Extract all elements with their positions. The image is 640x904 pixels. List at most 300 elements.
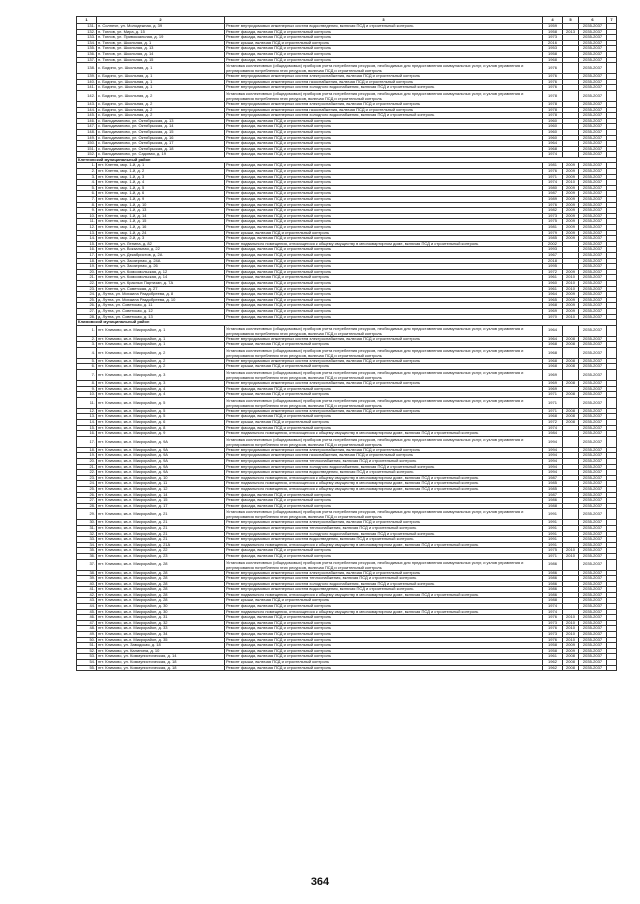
row-number: 6. (77, 364, 97, 370)
row-number: 133. (77, 35, 97, 41)
year-cell: 1991 (543, 542, 563, 548)
work-type-cell: Ремонт внутридомовых инженерных систем электроснабжения, включая ПСД и строительный контроль (225, 408, 543, 414)
year-cell: 1962 (543, 660, 563, 666)
year-cell: 1974 (543, 152, 563, 158)
work-type-cell: Ремонт фасада, включая ПСД и строительный контроль (225, 626, 543, 632)
address-cell: пгт. Климово, кв-л. Микрорайон, д. 21 (97, 509, 225, 520)
period-cell: 2035-2037 (579, 643, 607, 649)
row-number: 146. (77, 118, 97, 124)
row-number: 33. (77, 537, 97, 543)
work-type-cell: Ремонт внутридомовых инженерных систем электроснабжения, включая ПСД и строительный контроль (225, 570, 543, 576)
row-number: 6. (77, 191, 97, 197)
year-repair-cell: 2009 (563, 303, 579, 309)
work-type-cell: Ремонт фасада, включая ПСД и строительный контроль (225, 202, 543, 208)
work-type-cell: Ремонт фасада, включая ПСД и строительный контроль (225, 643, 543, 649)
year-cell: 1995 (543, 264, 563, 270)
year-cell: 1994 (543, 464, 563, 470)
empty-cell (607, 347, 617, 358)
period-cell: 2035-2037 (579, 275, 607, 281)
period-cell: 2035-2037 (579, 225, 607, 231)
table-body (77, 17, 617, 671)
period-cell: 2035-2037 (579, 269, 607, 275)
address-cell: п. Тяглов, ул. Привокзальная, д. 19 (97, 35, 225, 41)
document-page (76, 16, 616, 671)
year-repair-cell: 2010 (563, 180, 579, 186)
work-type-cell: Ремонт фасада, включая ПСД и строительный контроль (225, 252, 543, 258)
row-number: 31. (77, 525, 97, 531)
work-type-cell: Ремонт внутридомовых инженерных систем водоотведения, включая ПСД и строительный контроль (225, 24, 543, 30)
row-number: 21. (77, 275, 97, 281)
table-row (77, 436, 617, 447)
year-cell: 1979 (543, 230, 563, 236)
year-cell: 1971 (543, 397, 563, 408)
work-type-cell: Ремонт фасада, включая ПСД и строительный контроль (225, 163, 543, 169)
work-type-cell: Ремонт подвального помещения, относящегося к общему имуществу в многоквартирном доме, включая ПСД и строительный контроль (225, 609, 543, 615)
table-row (77, 347, 617, 358)
period-cell: 2035-2037 (579, 525, 607, 531)
row-number: 143. (77, 101, 97, 107)
year-repair-cell (563, 397, 579, 408)
work-type-cell: Установка коллективных (общедомовых) приборов учета потребления ресурсов, необходимых для предоставления коммунальных услуг, и узлов управления и регулирования потребления этих ресурсов, включая ПСД и строительный контроль (225, 325, 543, 336)
work-type-cell: Ремонт фасада, включая ПСД и строительный контроль (225, 386, 543, 392)
year-cell: 1986 (543, 559, 563, 570)
address-cell: с. Вальдиманово, ул. Октябрьская, д. 17 (97, 141, 225, 147)
address-cell: пгт. Климово, кв-л. Микрорайон, д. 33 (97, 626, 225, 632)
year-cell: 2002 (543, 241, 563, 247)
work-type-cell: Ремонт фасада, включая ПСД и строительный контроль (225, 174, 543, 180)
year-cell: 1973 (543, 213, 563, 219)
year-repair-cell: 2010 (563, 632, 579, 638)
empty-cell (607, 559, 617, 570)
year-repair-cell (563, 90, 579, 101)
work-type-cell: Ремонт внутридомовых инженерных систем теплоснабжения, включая ПСД и строительный контроль (225, 525, 543, 531)
year-cell: 1978 (543, 101, 563, 107)
period-cell: 2035-2037 (579, 503, 607, 509)
address-cell: пгт. Климово, кв-л. Микрорайон, д. 9А (97, 447, 225, 453)
empty-cell (607, 325, 617, 336)
year-cell: 1991 (543, 531, 563, 537)
work-type-cell: Ремонт фасада, включая ПСД и строительный контроль (225, 303, 543, 309)
work-type-cell: Ремонт внутридомовых инженерных систем водоотведения, включая ПСД и строительный контроль (225, 587, 543, 593)
year-cell: 1986 (543, 592, 563, 598)
row-number: 13. (77, 230, 97, 236)
column-header: 2 (97, 17, 225, 24)
row-number: 3. (77, 342, 97, 348)
year-repair-cell (563, 436, 579, 447)
work-type-cell: Ремонт фасада, включая ПСД и строительный контроль (225, 118, 543, 124)
period-cell: 2035-2037 (579, 548, 607, 554)
address-cell: пгт. Климово, кв-л. Микрорайон, д. 32 (97, 620, 225, 626)
row-number: 26. (77, 492, 97, 498)
period-cell: 2035-2037 (579, 79, 607, 85)
work-type-cell: Ремонт внутридомовых инженерных систем холодного водоснабжения, включая ПСД и строительный контроль (225, 581, 543, 587)
row-number: 12. (77, 225, 97, 231)
period-cell: 2035-2037 (579, 370, 607, 381)
work-type-cell: Ремонт фасада, включая ПСД и строительный контроль (225, 29, 543, 35)
year-cell: 1971 (543, 553, 563, 559)
work-type-cell: Ремонт фасада, включая ПСД и строительный контроль (225, 141, 543, 147)
work-type-cell: Ремонт фасада, включая ПСД и строительный контроль (225, 129, 543, 135)
work-type-cell: Ремонт фасада, включая ПСД и строительный контроль (225, 197, 543, 203)
address-cell: пгт. Клетня, мкр. 1-й, д. 14 (97, 213, 225, 219)
address-cell: с. Бодино, ул. Школьная, д. 2 (97, 113, 225, 119)
period-cell: 2035-2037 (579, 129, 607, 135)
period-cell: 2035-2037 (579, 386, 607, 392)
section-title: Климовский муниципальный район (77, 320, 617, 326)
period-cell: 2035-2037 (579, 303, 607, 309)
work-type-cell: Ремонт внутридомовых инженерных систем электроснабжения, включая ПСД и строительный контроль (225, 101, 543, 107)
row-number: 151. (77, 146, 97, 152)
period-cell: 2035-2037 (579, 576, 607, 582)
year-cell: 1974 (543, 425, 563, 431)
year-cell: 1987 (543, 492, 563, 498)
year-cell: 1976 (543, 615, 563, 621)
address-cell: пгт. Клетня, мкр. 1-й, д. 5 (97, 185, 225, 191)
work-type-cell: Ремонт фасада, включая ПСД и строительный контроль (225, 213, 543, 219)
period-cell: 2035-2037 (579, 247, 607, 253)
period-cell: 2035-2037 (579, 481, 607, 487)
address-cell: пгт. Климово, кв-л. Микрорайон, д. 21А (97, 542, 225, 548)
work-type-cell: Ремонт крыши, включая ПСД и строительный контроль (225, 342, 543, 348)
year-cell: 1988 (543, 503, 563, 509)
year-repair-cell: 2008 (563, 665, 579, 671)
table-row (77, 325, 617, 336)
year-cell: 1981 (543, 163, 563, 169)
year-repair-cell (563, 325, 579, 336)
address-cell: пгт. Климово, кв-л. Микрорайон, д. 12 (97, 486, 225, 492)
year-cell: 1991 (543, 509, 563, 520)
address-cell: с. Бодино, ул. Школьная, д. 1 (97, 85, 225, 91)
address-cell: пгт. Клетня, ул. Вокзальная, д. 22 (97, 247, 225, 253)
year-cell: 1994 (543, 436, 563, 447)
year-cell: 1985 (543, 236, 563, 242)
work-type-cell: Ремонт подвального помещения, относящегося к общему имуществу в многоквартирном доме, включая ПСД и строительный контроль (225, 241, 543, 247)
period-cell: 2035-2037 (579, 35, 607, 41)
period-cell: 2035-2037 (579, 107, 607, 113)
year-repair-cell: 2010 (563, 626, 579, 632)
address-cell: пгт. Климово, кв-л. Микрорайон, д. 8 (97, 425, 225, 431)
period-cell: 2035-2037 (579, 347, 607, 358)
work-type-cell: Ремонт фасада, включая ПСД и строительный контроль (225, 247, 543, 253)
row-number: 2. (77, 169, 97, 175)
address-cell: пгт. Клетня, мкр. 1-й, д. 24 (97, 230, 225, 236)
year-cell: 1974 (543, 180, 563, 186)
row-number: 25. (77, 486, 97, 492)
work-type-cell: Ремонт фасада, включая ПСД и строительный контроль (225, 258, 543, 264)
address-cell: с. Вальдиманово, ул. Садовая, д. 19 (97, 152, 225, 158)
year-cell: 1953 (543, 46, 563, 52)
work-type-cell: Ремонт внутридомовых инженерных систем газоснабжения, включая ПСД и строительный контроль (225, 107, 543, 113)
address-cell: пгт. Климово, кв-л. Микрорайон, д. 28 (97, 592, 225, 598)
empty-cell (607, 90, 617, 101)
year-cell: 1960 (543, 135, 563, 141)
row-number: 148. (77, 129, 97, 135)
year-repair-cell: 2013 (563, 29, 579, 35)
address-cell: пгт. Клетня, ул. Комсомольская, д. 14 (97, 275, 225, 281)
year-cell: 1971 (543, 174, 563, 180)
address-cell: пгт. Климово, кв-л. Микрорайон, д. 1 (97, 325, 225, 336)
work-type-cell: Ремонт крыши, включая ПСД и строительный контроль (225, 364, 543, 370)
year-cell: 1965 (543, 297, 563, 303)
period-cell: 2035-2037 (579, 553, 607, 559)
row-number: 141. (77, 85, 97, 91)
year-repair-cell (563, 559, 579, 570)
work-type-cell: Ремонт крыши, включая ПСД и строительный контроль (225, 420, 543, 426)
year-repair-cell: 2010 (563, 280, 579, 286)
row-number: 5. (77, 185, 97, 191)
period-cell: 2035-2037 (579, 180, 607, 186)
work-type-cell: Ремонт внутридомовых инженерных систем электроснабжения, включая ПСД и строительный контроль (225, 74, 543, 80)
year-cell: 1960 (543, 124, 563, 130)
work-type-cell: Ремонт фасада, включая ПСД и строительный контроль (225, 498, 543, 504)
address-cell: пгт. Климово, кв-л. Микрорайон, д. 28 (97, 598, 225, 604)
empty-cell (607, 370, 617, 381)
table-row (77, 665, 617, 671)
work-type-cell: Ремонт фасада, включая ПСД и строительный контроль (225, 654, 543, 660)
year-cell: 1962 (543, 665, 563, 671)
work-type-cell: Установка коллективных (общедомовых) приборов учета потребления ресурсов, необходимых для предоставления коммунальных услуг, и узлов управления и регулирования потребления этих ресурсов, включая ПСД и строительный контроль (225, 436, 543, 447)
period-cell: 2035-2037 (579, 537, 607, 543)
row-number: 5. (77, 358, 97, 364)
row-number: 19. (77, 453, 97, 459)
address-cell: пгт. Климово, кв-л. Микрорайон, д. 1 (97, 342, 225, 348)
row-number: 41. (77, 587, 97, 593)
work-type-cell: Ремонт фасада, включая ПСД и строительный контроль (225, 615, 543, 621)
work-type-cell: Ремонт фасада, включая ПСД и строительный контроль (225, 425, 543, 431)
work-type-cell: Ремонт фасада, включая ПСД и строительный контроль (225, 292, 543, 298)
table-row (77, 90, 617, 101)
address-cell: с. Вальдиманово, ул. Октябрьская, д. 18 (97, 146, 225, 152)
address-cell: п. Солнечн, ул. Молодежная, д. 39 (97, 24, 225, 30)
year-cell: 1973 (543, 620, 563, 626)
empty-cell (607, 397, 617, 408)
row-number: 11. (77, 397, 97, 408)
address-cell: д. Лутна, ул. Советская, д. 11 (97, 303, 225, 309)
year-cell: 1969 (543, 308, 563, 314)
row-number: 45. (77, 609, 97, 615)
period-cell: 2035-2037 (579, 570, 607, 576)
address-cell: с. Вальдиманово, ул. Октябрьская, д. 14 (97, 124, 225, 130)
period-cell: 2035-2037 (579, 464, 607, 470)
row-number: 135. (77, 46, 97, 52)
period-cell: 2035-2037 (579, 57, 607, 63)
work-type-cell: Ремонт фасада, включая ПСД и строительный контроль (225, 665, 543, 671)
period-cell: 2035-2037 (579, 185, 607, 191)
year-cell: 1991 (543, 537, 563, 543)
row-number: 152. (77, 152, 97, 158)
work-type-cell: Ремонт внутридомовых инженерных систем электроснабжения, включая ПСД и строительный контроль (225, 447, 543, 453)
work-type-cell: Ремонт фасада, включая ПСД и строительный контроль (225, 286, 543, 292)
row-number: 24. (77, 481, 97, 487)
year-repair-cell: 2009 (563, 191, 579, 197)
address-cell: пгт. Клетня, мкр. 2-й, д. 3 (97, 236, 225, 242)
row-number: 34. (77, 542, 97, 548)
year-cell: 1968 (543, 414, 563, 420)
address-cell: пгт. Климово, кв-л. Микрорайон, д. 23 (97, 553, 225, 559)
work-type-cell: Ремонт подвального помещения, относящегося к общему имуществу в многоквартирном доме, включая ПСД и строительный контроль (225, 475, 543, 481)
work-type-cell: Ремонт фасада, включая ПСД и строительный контроль (225, 219, 543, 225)
work-type-cell: Ремонт подвального помещения, относящегося к общему имуществу в многоквартирном доме, включая ПСД и строительный контроль (225, 431, 543, 437)
column-header: 3 (225, 17, 543, 24)
row-number: 25. (77, 297, 97, 303)
year-cell: 1961 (543, 275, 563, 281)
period-cell: 2035-2037 (579, 381, 607, 387)
work-type-cell: Ремонт крыши, включая ПСД и строительный контроль (225, 275, 543, 281)
year-repair-cell: 2009 (563, 208, 579, 214)
year-repair-cell (563, 347, 579, 358)
address-cell: пгт. Климово, кв-л. Микрорайон, д. 22 (97, 548, 225, 554)
work-type-cell: Установка коллективных (общедомовых) приборов учета потребления ресурсов, необходимых для предоставления коммунальных услуг, и узлов управления и регулирования потребления этих ресурсов, включая ПСД и строительный контроль (225, 370, 543, 381)
address-cell: пгт. Климово, кв-л. Микрорайон, д. 30 (97, 609, 225, 615)
address-cell: с. Вальдиманово, ул. Октябрьская, д. 15 (97, 129, 225, 135)
address-cell: пгт. Климово, кв-л. Микрорайон, д. 2 (97, 358, 225, 364)
row-number: 48. (77, 626, 97, 632)
row-number: 20. (77, 459, 97, 465)
year-repair-cell: 2010 (563, 548, 579, 554)
table-row (77, 397, 617, 408)
work-type-cell: Ремонт фасада, включая ПСД и строительный контроль (225, 604, 543, 610)
year-cell: 1976 (543, 637, 563, 643)
work-type-cell: Ремонт внутридомовых инженерных систем электроснабжения, включая ПСД и строительный контроль (225, 336, 543, 342)
address-cell: пгт. Климово, ул. Заводская, д. 18 (97, 643, 225, 649)
year-cell: 1986 (543, 587, 563, 593)
row-number: 4. (77, 180, 97, 186)
year-cell: 1964 (543, 292, 563, 298)
row-number: 10. (77, 392, 97, 398)
address-cell: пгт. Климово, кв-л. Микрорайон, д. 21 (97, 525, 225, 531)
period-cell: 2035-2037 (579, 342, 607, 348)
address-cell: пгт. Климово, ул. Калинина, д. 10 (97, 648, 225, 654)
period-cell: 2035-2037 (579, 208, 607, 214)
row-number: 52. (77, 648, 97, 654)
address-cell: пгт. Климово, кв-л. Микрорайон, д. 21 (97, 531, 225, 537)
period-cell: 2035-2037 (579, 219, 607, 225)
period-cell: 2035-2037 (579, 314, 607, 320)
period-cell: 2035-2037 (579, 520, 607, 526)
year-repair-cell: 2010 (563, 314, 579, 320)
row-number: 51. (77, 643, 97, 649)
row-number: 137. (77, 57, 97, 63)
row-number: 15. (77, 425, 97, 431)
year-cell: 1969 (543, 386, 563, 392)
row-number: 47. (77, 620, 97, 626)
year-cell: 1964 (543, 336, 563, 342)
year-cell: 1978 (543, 113, 563, 119)
year-repair-cell (563, 63, 579, 74)
year-cell: 1976 (543, 79, 563, 85)
period-cell: 2035-2037 (579, 592, 607, 598)
year-cell: 1961 (543, 286, 563, 292)
row-number: 7. (77, 197, 97, 203)
empty-cell (607, 63, 617, 74)
row-number: 27. (77, 498, 97, 504)
period-cell: 2035-2037 (579, 74, 607, 80)
address-cell: пгт. Клетня, мкр. 1-й, д. 9 (97, 197, 225, 203)
row-number: 145. (77, 113, 97, 119)
address-cell: пгт. Клетня, мкр. 1-й, д. 10 (97, 202, 225, 208)
year-repair-cell: 2008 (563, 358, 579, 364)
address-cell: с. Бодино, ул. Школьная, д. 2 (97, 90, 225, 101)
address-cell: пгт. Климово, кв-л. Микрорайон, д. 4 (97, 386, 225, 392)
period-cell: 2035-2037 (579, 135, 607, 141)
year-cell: 1989 (543, 197, 563, 203)
address-cell: пгт. Климово, кв-л. Микрорайон, д. 34 (97, 632, 225, 638)
address-cell: пгт. Климово, кв-л. Микрорайон, д. 3 (97, 381, 225, 387)
row-number: 16. (77, 247, 97, 253)
year-cell: 1972 (543, 269, 563, 275)
work-type-cell: Ремонт внутридомовых инженерных систем электроснабжения, включая ПСД и строительный контроль (225, 358, 543, 364)
year-repair-cell: 2008 (563, 381, 579, 387)
address-cell: пгт. Климово, кв-л. Микрорайон, д. 1 (97, 336, 225, 342)
row-number: 53. (77, 654, 97, 660)
year-repair-cell: 2008 (563, 420, 579, 426)
year-cell: 1976 (543, 63, 563, 74)
period-cell: 2035-2037 (579, 542, 607, 548)
year-cell: 1973 (543, 632, 563, 638)
row-number: 22. (77, 470, 97, 476)
year-cell: 1973 (543, 35, 563, 41)
work-type-cell: Установка коллективных (общедомовых) приборов учета потребления ресурсов, необходимых для предоставления коммунальных услуг, и узлов управления и регулирования потребления этих ресурсов, включая ПСД и строительный контроль (225, 90, 543, 101)
period-cell: 2035-2037 (579, 280, 607, 286)
work-type-cell: Ремонт внутридомовых инженерных систем водоотведения, включая ПСД и строительный контроль (225, 470, 543, 476)
address-cell: пгт. Климово, кв-л. Микрорайон, д. 30 (97, 604, 225, 610)
year-cell: 1975 (543, 548, 563, 554)
work-type-cell: Ремонт фасада, включая ПСД и строительный контроль (225, 124, 543, 130)
year-repair-cell (563, 509, 579, 520)
period-cell: 2035-2037 (579, 336, 607, 342)
work-type-cell: Ремонт фасада, включая ПСД и строительный контроль (225, 146, 543, 152)
work-type-cell: Ремонт подвального помещения, относящегося к общему имуществу в многоквартирном доме, включая ПСД и строительный контроль (225, 592, 543, 598)
empty-cell (607, 509, 617, 520)
work-type-cell: Ремонт внутридомовых инженерных систем холодного водоснабжения, включая ПСД и строительный контроль (225, 113, 543, 119)
work-type-cell: Ремонт внутридомовых инженерных систем теплоснабжения, включая ПСД и строительный контроль (225, 459, 543, 465)
work-type-cell: Ремонт фасада, включая ПСД и строительный контроль (225, 236, 543, 242)
period-cell: 2035-2037 (579, 598, 607, 604)
address-cell: пгт. Климово, ул. Коммунистическая, д. 18 (97, 660, 225, 666)
address-cell: пгт. Климово, кв-л. Микрорайон, д. 2 (97, 364, 225, 370)
period-cell: 2035-2037 (579, 297, 607, 303)
period-cell: 2035-2037 (579, 258, 607, 264)
address-cell: пгт. Климово, кв-л. Микрорайон, д. 28 (97, 570, 225, 576)
period-cell: 2035-2037 (579, 414, 607, 420)
year-cell: 1968 (543, 358, 563, 364)
year-repair-cell: 2008 (563, 408, 579, 414)
address-cell: с. Бодино, ул. Школьная, д. 1 (97, 79, 225, 85)
address-cell: пгт. Климово, кв-л. Микрорайон, д. 28 (97, 581, 225, 587)
address-cell: п. Тяглов, ул. Мира, д. 15 (97, 29, 225, 35)
work-type-cell: Установка коллективных (общедомовых) приборов учета потребления ресурсов, необходимых для предоставления коммунальных услуг, и узлов управления и регулирования потребления этих ресурсов, включая ПСД и строительный контроль (225, 347, 543, 358)
work-type-cell: Ремонт крыши, включая ПСД и строительный контроль (225, 392, 543, 398)
year-cell: 1994 (543, 453, 563, 459)
period-cell: 2035-2037 (579, 392, 607, 398)
period-cell: 2035-2037 (579, 492, 607, 498)
year-cell: 1980 (543, 185, 563, 191)
year-repair-cell: 2010 (563, 286, 579, 292)
work-type-cell: Ремонт фасада, включая ПСД и строительный контроль (225, 46, 543, 52)
row-number: 35. (77, 548, 97, 554)
work-type-cell: Ремонт фасада, включая ПСД и строительный контроль (225, 503, 543, 509)
work-type-cell: Ремонт фасада, включая ПСД и строительный контроль (225, 620, 543, 626)
row-number: 142. (77, 90, 97, 101)
period-cell: 2035-2037 (579, 292, 607, 298)
address-cell: пгт. Климово, кв-л. Микрорайон, д. 10 (97, 475, 225, 481)
work-type-cell: Ремонт фасада, включая ПСД и строительный контроль (225, 264, 543, 270)
year-repair-cell: 2009 (563, 230, 579, 236)
year-cell: 1986 (543, 576, 563, 582)
row-number: 39. (77, 576, 97, 582)
row-number: 150. (77, 141, 97, 147)
work-type-cell: Ремонт крыши, включая ПСД и строительный контроль (225, 230, 543, 236)
